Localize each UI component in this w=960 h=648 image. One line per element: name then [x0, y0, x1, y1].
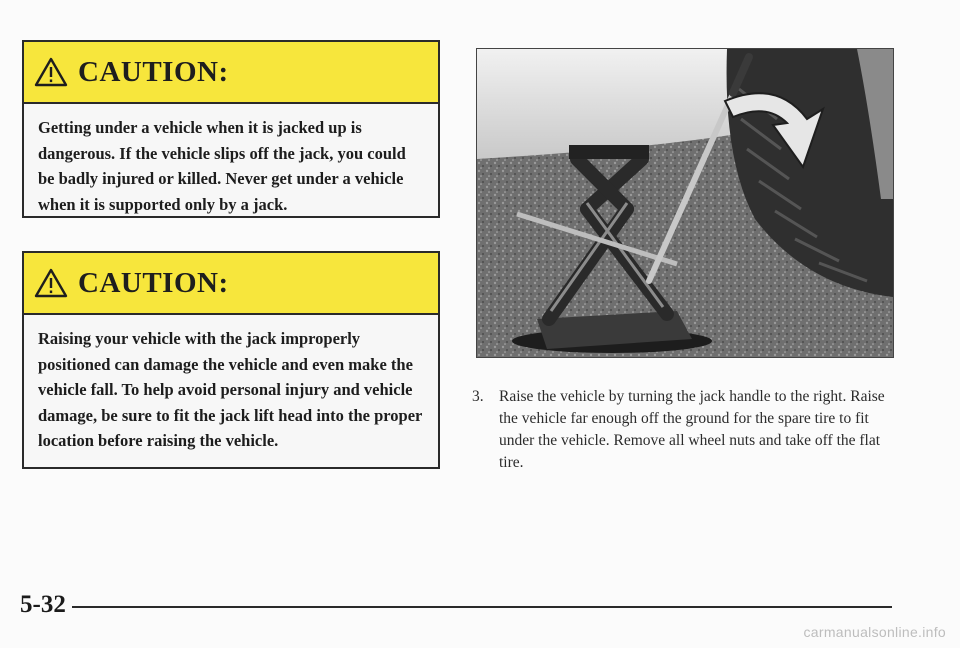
caution-box-2 [22, 251, 440, 469]
caution-header [24, 253, 438, 315]
caution-title: CAUTION: [78, 266, 229, 299]
footer-rule [72, 606, 892, 608]
caution-text: Raising your vehicle with the jack improperly positioned can damage the vehicle and even make the vehicle fall. To help avoid personal injury and vehicle damage, be sure to fit the jack lift head into the proper location before raising the vehicle. [38, 329, 423, 450]
page-number: 5-32 [20, 591, 66, 618]
jack-photo [476, 48, 894, 358]
caution-title: CAUTION: [78, 55, 229, 88]
jack-illustration [477, 49, 893, 357]
watermark: carmanualsonline.info [803, 624, 946, 640]
step-3 [472, 386, 892, 474]
caution-text: Getting under a vehicle when it is jacked up is dangerous. If the vehicle slips off the jack, you could be badly injured or killed. Never get under a vehicle when it is supported only by a jack. [38, 118, 406, 214]
caution-header [24, 42, 438, 104]
caution-box-1 [22, 40, 440, 218]
step-number: 3. [472, 388, 484, 405]
warning-triangle-icon [34, 57, 68, 87]
step-text: Raise the vehicle by turning the jack handle to the right. Raise the vehicle far enough off the ground for the spare tire to fit under the vehicle. Remove all wheel nuts and take off the flat tire. [499, 388, 885, 471]
warning-triangle-icon [34, 268, 68, 298]
